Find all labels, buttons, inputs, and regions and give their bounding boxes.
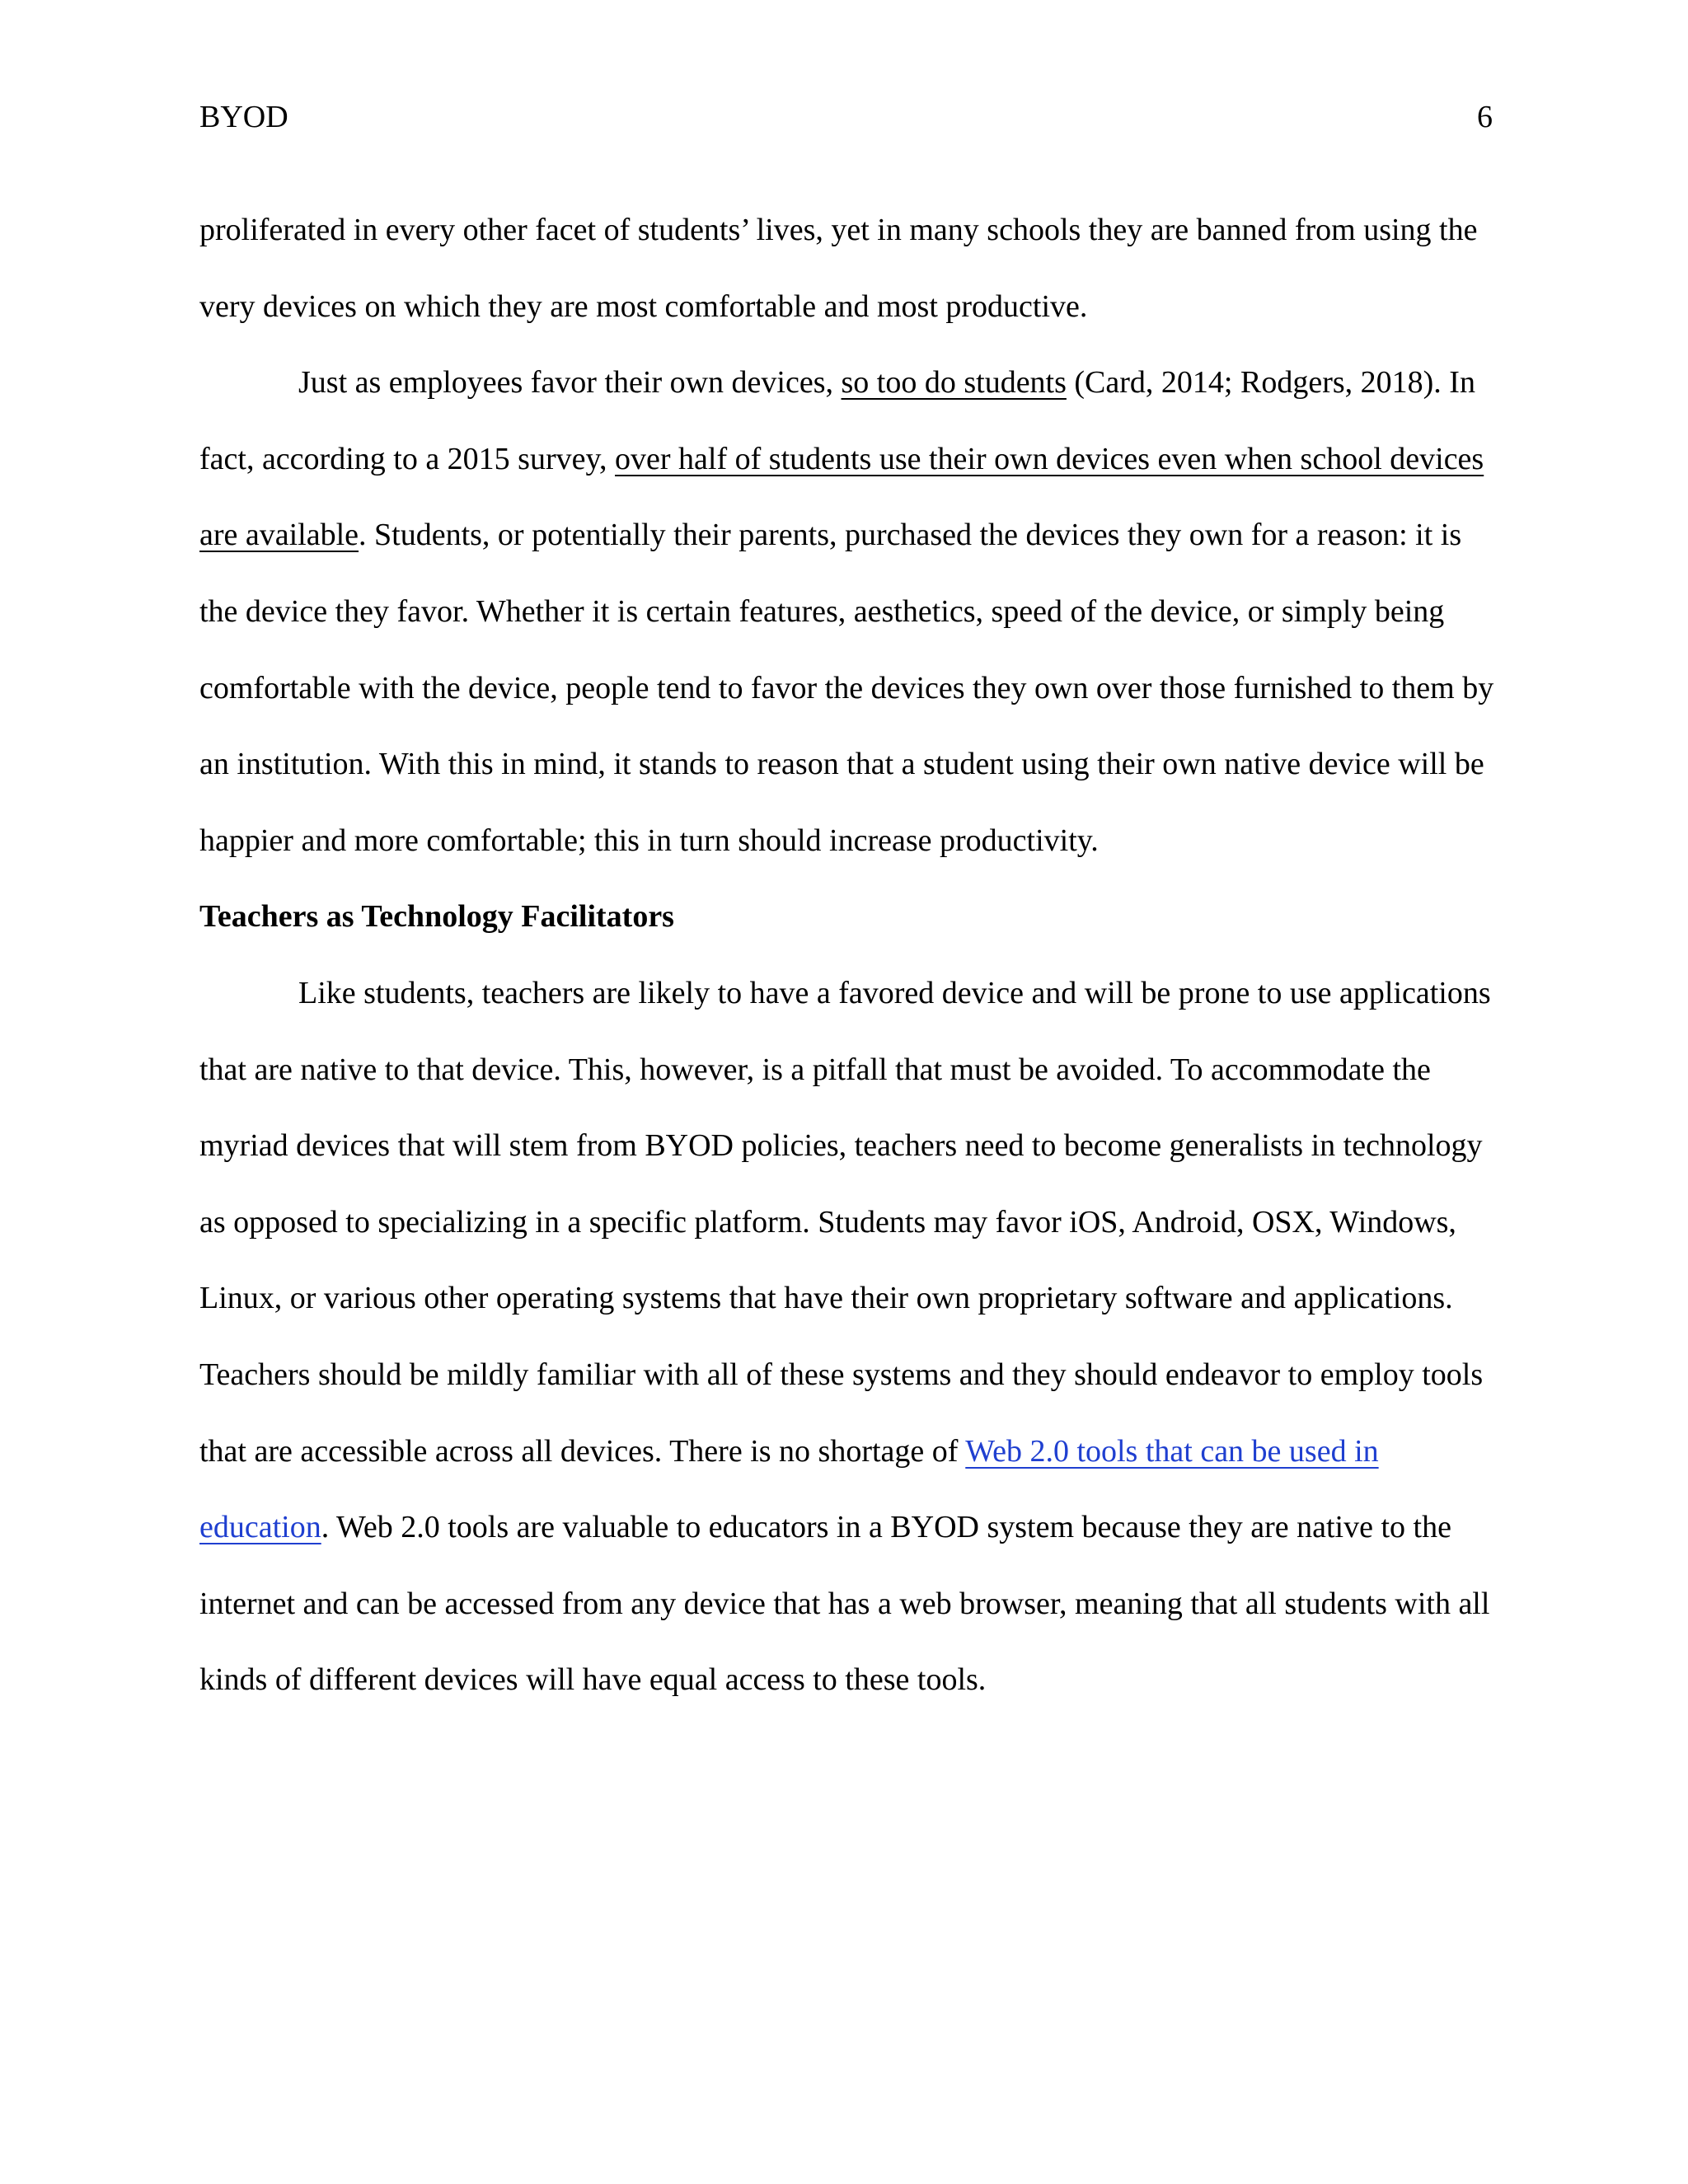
section-heading: Teachers as Technology Facilitators (199, 899, 674, 935)
page-number: 6 (1477, 100, 1493, 134)
paragraph-continuation (199, 192, 1502, 344)
paragraph-students-favor-devices (199, 344, 1502, 879)
paragraph-text: . Students, or potentially their parents, purchased the devices they own for a reason: it is the device they favor. Whether it is certain features, aesthetics, speed of the device, or simply being comfortable with the device, people tend to favor the devices they own over those furnished to them by an institution. With this in mind, it stands to reason that a student using their own native device will be happier and more comfortable; this in turn should increase productivity. (199, 518, 1494, 858)
web-tools-link[interactable]: Web 2.0 tools that can be used in education (199, 1433, 1379, 1545)
underlined-phrase: so too do students (841, 365, 1067, 401)
paragraph-text: (Card, 2014; Rodgers, 2018). In fact, according to a 2015 survey, (199, 365, 1475, 476)
paragraph-text: Like students, teachers are likely to have a favored device and will be prone to use applications that are native to that device. This, however, is a pitfall that must be avoided. To accommodate the myriad devices that will stem from BYOD policies, teachers need to become generalists in technology as opposed to specializing in a specific platform. Students may favor iOS, Android, OSX, Windows, Linux, or various other operating systems that have their own proprietary software and applications. Teachers should be mildly familiar with all of these systems and they should endeavor to employ tools that are accessible across all devices. There is no shortage of (199, 975, 1491, 1469)
document-body (199, 192, 1502, 1718)
underlined-phrase: over half of students use their own devices even when school devices are available (199, 441, 1484, 553)
running-head: BYOD (199, 100, 288, 134)
paragraph-teachers (199, 955, 1502, 1718)
page-header (199, 96, 1493, 138)
paragraph-text: proliferated in every other facet of students’ lives, yet in many schools they are banned from using the very devices on which they are most comfortable and most productive. (199, 213, 1478, 324)
paragraph-text: Just as employees favor their own devices, (298, 365, 842, 401)
paragraph-text: . Web 2.0 tools are valuable to educators in a BYOD system because they are native to the internet and can be accessed from any device that has a web browser, meaning that all students with all kinds of different devices will have equal access to these tools. (199, 1510, 1490, 1698)
